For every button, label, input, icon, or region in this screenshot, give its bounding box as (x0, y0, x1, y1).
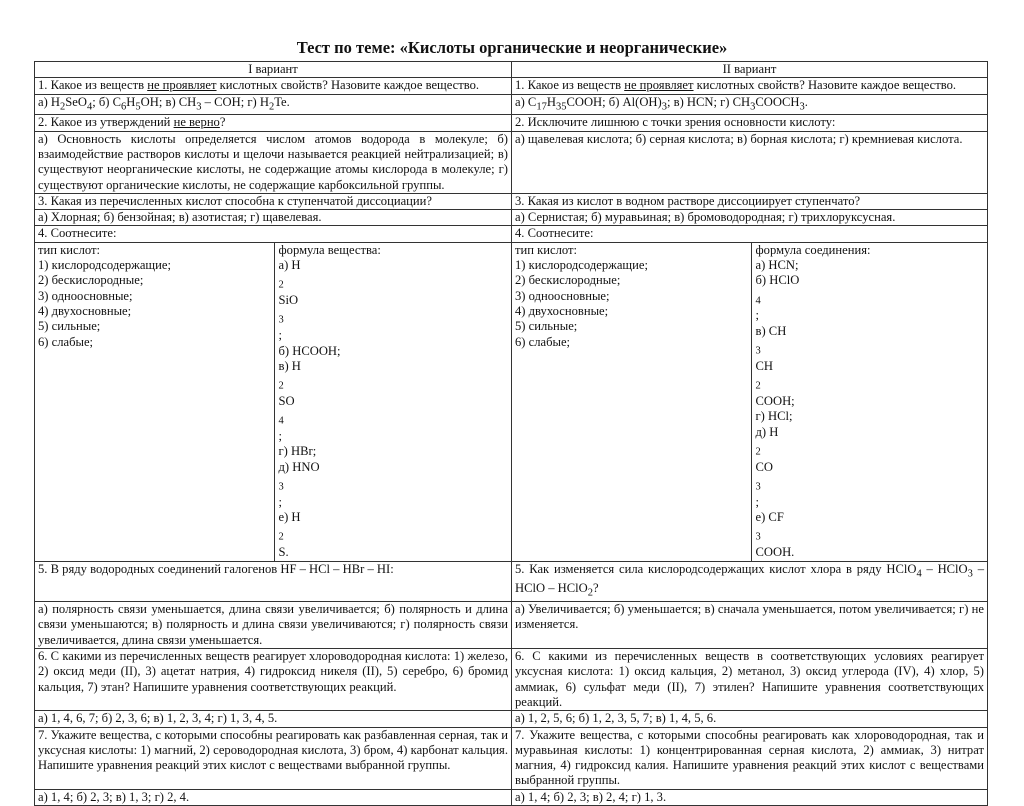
list-item: 2) бескислородные; (38, 273, 144, 288)
v1-answer-6: а) 1, 4, 6, 7; б) 2, 3, 6; в) 1, 2, 3, 4; г) 1, 3, 4, 5. (35, 711, 512, 727)
v1-question-4: 4. Соотнесите: (35, 226, 512, 242)
list-item: 4) двухосновные; (515, 303, 609, 318)
test-table (34, 61, 988, 806)
v1-formulas: формула вещества: а) H $_2$ SiO $_3$ ; б) HCOOH; в) H $_2$ SO $_4$ ; г) HBr; д) HNO $_3$ ; е) H $_2$ S. (274, 243, 508, 561)
list-item: е) H $_2$ S. (278, 510, 301, 560)
question-3-row (35, 193, 988, 209)
list-item: д) H $_2$ CO $_3$ ; (755, 424, 779, 509)
list-item: 3) одноосновные; (38, 288, 133, 303)
v2-matching-table (515, 243, 984, 561)
v2-question-6: 6. С какими из перечисленных веществ в соответствующих условиях реагирует уксусная кислота: 1) оксид кальция, 2) метанол, 3) оксид углерода (IV), 4) хлор, 5) аммиак, 6) сульфат меди (II), 7) этилен? Напишите уравнения соответствующих реакций. (512, 649, 988, 711)
variant-2-header: II вариант (512, 62, 988, 78)
answer-2-row (35, 131, 988, 193)
v1-answer-2: а) Основность кислоты определяется числом атомов водорода в молекуле; б) взаимодействие растворов кислоты и щелочи называется реакцией нейтрализацией; в) существуют неорганические кислоты, не содержащие атомы кислорода в молекуле; г) существуют органические кислоты, не содержащие карбоксильной группы. (35, 131, 512, 193)
list-item: 3) одноосновные; (515, 288, 610, 303)
list-item: в) H $_2$ SO $_4$ ; (278, 358, 301, 444)
v2-matching (512, 242, 988, 561)
v2-answer-2: а) щавелевая кислота; б) серная кислота; в) борная кислота; г) кремниевая кислота. (512, 131, 988, 193)
v1-acid-types: тип кислот: 1) кислородсодержащие; 2) бескислородные; 3) одноосновные; 4) двухосновные; 5) сильные; 6) слабые; (38, 243, 274, 561)
list-item: 6) слабые; (515, 334, 571, 349)
v2-answer-5: а) Увеличивается; б) уменьшается; в) сначала уменьшается, потом увеличивается; г) не изменяется. (512, 602, 988, 649)
v1-question-3: 3. Какая из перечисленных кислот способна к ступенчатой диссоциации? (35, 193, 512, 209)
list-item: 5) сильные; (38, 319, 101, 334)
variant-header-row (35, 62, 988, 78)
list-item: д) HNO $_3$ ; (278, 459, 320, 509)
question-5-row (35, 561, 988, 602)
v2-question-1: 1. Какое из веществ не проявляет кислотных свойств? Назовите каждое вещество. (512, 78, 988, 94)
v2-question-5: 5. Как изменяется сила кислородсодержащих кислот хлора в ряду HClO$_4$ – HClO$_3$ – HClO – HClO$_2$? (512, 561, 988, 602)
matching-row (35, 242, 988, 561)
v2-answer-7: а) 1, 4; б) 2, 3; в) 2, 4; г) 1, 3. (512, 789, 988, 805)
question-1-row (35, 78, 988, 94)
v1-matching (35, 242, 512, 561)
v1-question-2: 2. Какое из утверждений не верно? (35, 115, 512, 131)
v2-question-4: 4. Соотнесите: (512, 226, 988, 242)
question-6-row (35, 649, 988, 711)
v2-question-3: 3. Какая из кислот в водном растворе диссоциирует ступенчато? (512, 193, 988, 209)
question-4-row (35, 226, 988, 242)
v1-answer-1: а) $H_2SeO_4$; б) $C_6H_5OH$; в) $CH_3$ – COH; г) $H_2Te$. (35, 94, 512, 115)
answer-3-row (35, 210, 988, 226)
v1-question-5: 5. В ряду водородных соединений галогенов HF – HCl – HBr – HI: (35, 561, 512, 602)
list-item: 4) двухосновные; (38, 303, 132, 318)
v2-answer-3: а) Сернистая; б) муравьиная; в) бромоводородная; г) трихлоруксусная. (512, 210, 988, 226)
list-item: 5) сильные; (515, 319, 578, 334)
list-item: а) H $_2$ SiO $_3$ ; (278, 258, 301, 343)
list-item: г) HCl; (755, 409, 793, 424)
v2-answer-6: а) 1, 2, 5, 6; б) 1, 2, 3, 5, 7; в) 1, 4, 5, 6. (512, 711, 988, 727)
v2-formulas: формула соединения: а) HCN; б) HClO $_4$ ; в) CH $_3$ CH $_2$ COOH; г) HCl; д) H $_2$ CO $_3$ ; е) CF $_3$ COOH. (751, 243, 984, 561)
list-item: 6) слабые; (38, 334, 94, 349)
v1-matching-table (38, 243, 508, 561)
v1-answer-7: а) 1, 4; б) 2, 3; в) 1, 3; г) 2, 4. (35, 789, 512, 805)
answer-7-row (35, 789, 988, 805)
question-2-row (35, 115, 988, 131)
answer-1-row (35, 94, 988, 115)
v2-question-2: 2. Исключите лишнюю с точки зрения основности кислоту: (512, 115, 988, 131)
list-item: б) HClO $_4$ ; (755, 273, 800, 323)
list-item: 1) кислородсодержащие; (515, 258, 648, 273)
v1-answer-5: а) полярность связи уменьшается, длина связи увеличивается; б) полярность и длина связи уменьшаются; в) полярность и длина связи увеличиваются; г) полярность связи увеличивается, длина связи уменьшается. (35, 602, 512, 649)
v2-acid-types: тип кислот: 1) кислородсодержащие; 2) бескислородные; 3) одноосновные; 4) двухосновные; 5) сильные; 6) слабые; (515, 243, 751, 561)
list-item: 1) кислородсодержащие; (38, 258, 171, 273)
v2-question-7: 7. Укажите вещества, с которыми способны реагировать как хлороводородная, так и муравьиная кислоты: 1) концентрированная серная кислота, 2) аммиак, 3) нитрат магния, 4) гидроксид калия. Напишите уравнения реакций этих кислот с веществами выбранной группы. (512, 727, 988, 789)
v2-answer-1: а) $C_{17}H_{35}COOH$; б) $Al(OH)_3$; в) HCN; г) $CH_3COOCH_3$. (512, 94, 988, 115)
v1-question-1: 1. Какое из веществ не проявляет кислотных свойств? Назовите каждое вещество. (35, 78, 512, 94)
list-item: а) HCN; (755, 258, 799, 273)
v1-answer-3: а) Хлорная; б) бензойная; в) азотистая; г) щавелевая. (35, 210, 512, 226)
list-item: г) HBr; (278, 444, 317, 459)
question-7-row (35, 727, 988, 789)
list-item: б) HCOOH; (278, 343, 341, 358)
page-title: Тест по теме: «Кислоты органические и неорганические» (296, 38, 728, 57)
variant-1-header: I вариант (35, 62, 512, 78)
list-item: в) CH $_3$ CH $_2$ COOH; (755, 323, 795, 408)
answer-5-row (35, 602, 988, 649)
list-item: е) CF $_3$ COOH. (755, 510, 795, 560)
v1-question-6: 6. С какими из перечисленных веществ реагирует хлороводородная кислота: 1) железо, 2) оксид меди (II), 3) ацетат натрия, 4) гидроксид никеля (II), 5) серебро, 6) бромид кальция, 7) этан? Напишите уравнения соответствующих реакций. (35, 649, 512, 711)
list-item: 2) бескислородные; (515, 273, 621, 288)
v1-question-7: 7. Укажите вещества, с которыми способны реагировать как разбавленная серная, так и уксусная кислоты: 1) магний, 2) сероводородная кислота, 3) бром, 4) карбонат кальция. Напишите уравнения реакций этих кислот с веществами выбранной группы. (35, 727, 512, 789)
